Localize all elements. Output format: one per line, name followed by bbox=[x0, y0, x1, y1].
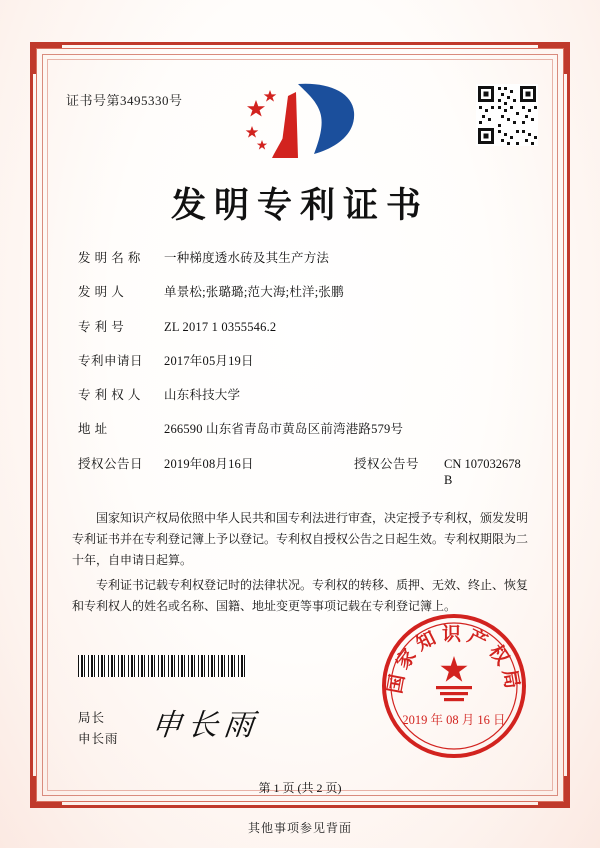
field-label: 地 址 bbox=[78, 422, 108, 437]
field-row-patent-number bbox=[78, 319, 526, 335]
field-value: 2019年08月16日 bbox=[164, 456, 254, 471]
corner-ornament-top-left bbox=[30, 42, 62, 74]
barcode-icon bbox=[78, 655, 248, 677]
field-value: 山东科技大学 bbox=[164, 388, 241, 402]
page-number: 第 1 页 (共 2 页) bbox=[258, 781, 342, 795]
legal-text-block bbox=[72, 508, 528, 621]
field-value: 2017年05月19日 bbox=[164, 353, 254, 368]
handwritten-signature: 申长雨 bbox=[149, 708, 262, 743]
field-row-patentee bbox=[78, 387, 526, 403]
field-value: 266590 山东省青岛市黄岛区前湾港路579号 bbox=[164, 422, 404, 437]
field-label: 专 利 权 人 bbox=[78, 388, 141, 402]
patent-fields bbox=[78, 250, 526, 506]
svg-text:2019 年 08 月 16 日: 2019 年 08 月 16 日 bbox=[402, 713, 506, 727]
field-row-inventors bbox=[78, 284, 526, 300]
signature-name: 申长雨 bbox=[78, 732, 119, 747]
certificate-number: 证书号第3495330号 bbox=[66, 93, 183, 108]
field-label-secondary: 授权公告号 bbox=[354, 456, 420, 471]
field-value: 一种梯度透水砖及其生产方法 bbox=[164, 251, 330, 265]
field-value: 单景松;张璐璐;范大海;杜洋;张鹏 bbox=[164, 285, 344, 300]
legal-paragraph-1: 国家知识产权局依照中华人民共和国专利法进行审查，决定授予专利权，颁发发明专利证书并在专利登记簿上予以登记。专利权自授权公告之日起生效。专利权期限为二十年，自申请日起算。 bbox=[72, 511, 529, 567]
field-label: 授权公告日 bbox=[78, 456, 144, 471]
signature-label bbox=[78, 708, 119, 751]
field-row-address bbox=[78, 421, 526, 437]
patent-office-emblem-icon bbox=[236, 78, 364, 164]
field-row-grant-announcement bbox=[78, 456, 526, 489]
page-title: 发明专利证书 bbox=[170, 185, 429, 226]
field-row-invention-name bbox=[78, 250, 526, 266]
field-label: 发 明 人 bbox=[78, 285, 125, 300]
legal-paragraph-2: 专利证书记载专利权登记时的法律状况。专利权的转移、质押、无效、终止、恢复和专利权人的姓名或名称、国籍、地址变更等事项记载在专利登记簿上。 bbox=[72, 578, 529, 613]
footer-note: 其他事项参见背面 bbox=[247, 821, 352, 835]
field-label: 发 明 名 称 bbox=[78, 251, 141, 265]
field-row-application-date bbox=[78, 353, 526, 369]
field-label: 专利申请日 bbox=[78, 353, 144, 368]
official-seal bbox=[380, 612, 528, 760]
field-value-secondary: CN 107032678 B bbox=[444, 456, 521, 487]
field-label: 专 利 号 bbox=[78, 319, 125, 334]
corner-ornament-top-right bbox=[538, 42, 570, 74]
signature-title: 局长 bbox=[78, 711, 106, 725]
qr-code-icon bbox=[476, 84, 538, 146]
svg-text:国家知识产权局: 国家知识产权局 bbox=[384, 624, 524, 696]
field-value: ZL 2017 1 0355546.2 bbox=[164, 319, 277, 334]
